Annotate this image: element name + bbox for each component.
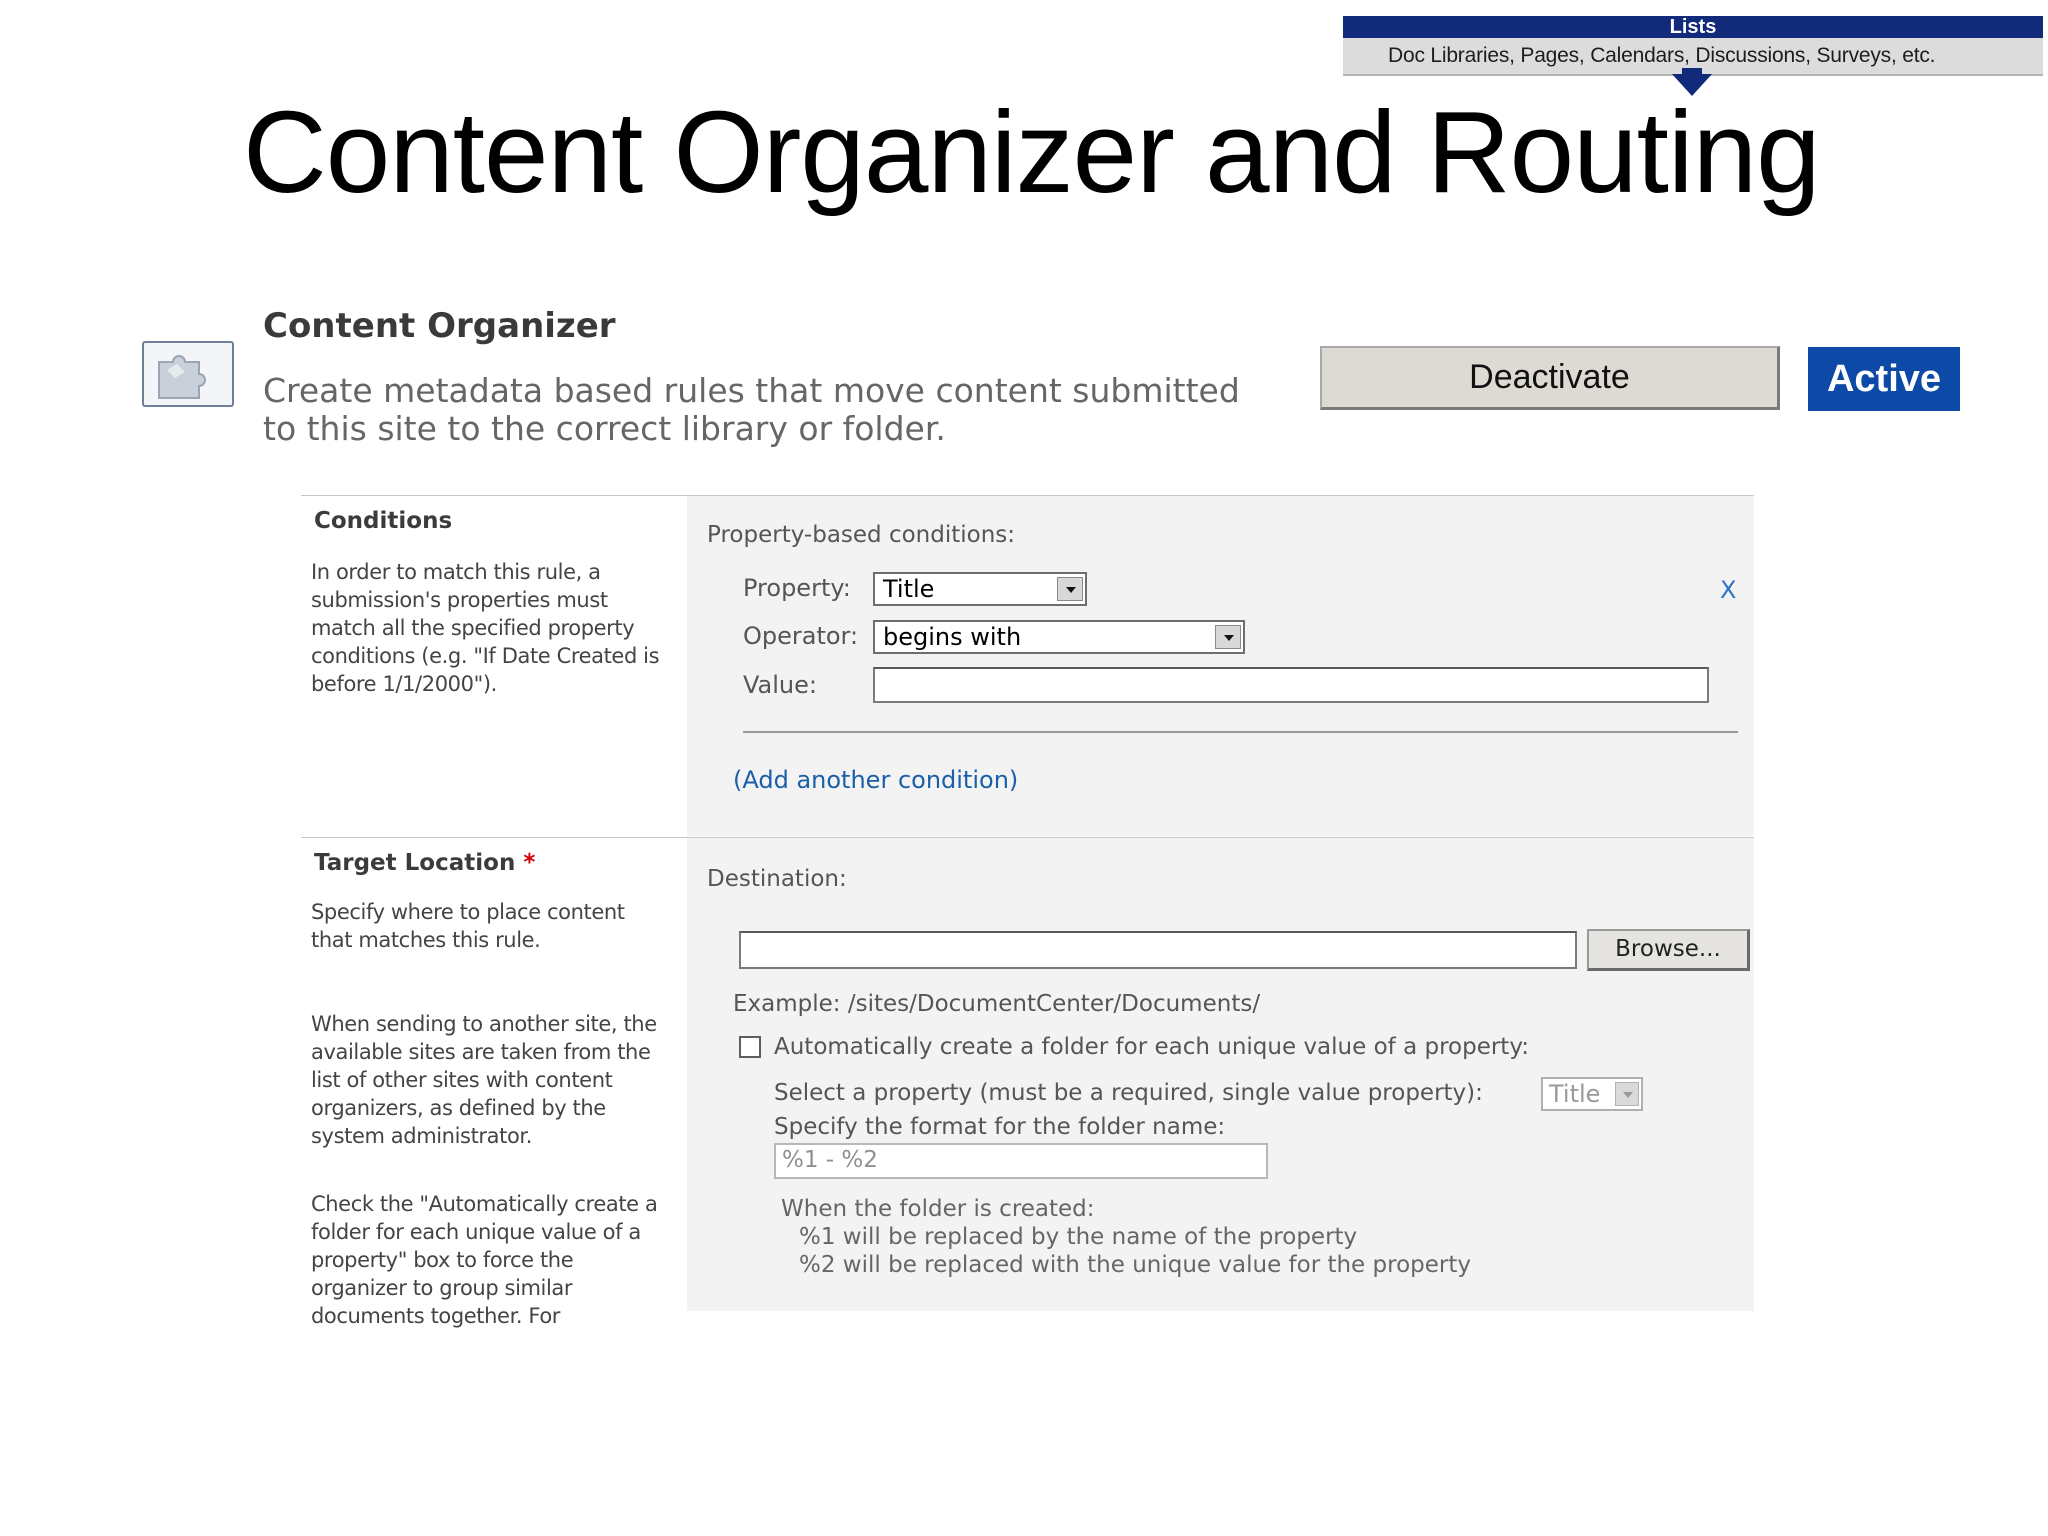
chevron-down-icon[interactable] [1215,625,1241,649]
select-property-label: Select a property (must be a required, single value property): [774,1080,1483,1106]
target-description-3: Check the "Automatically create a folder for each unique value of a property" box to force the organizer to group similar documents together. For [311,1192,658,1328]
puzzle-piece-icon [142,341,234,407]
destination-label: Destination: [707,866,847,892]
folder-property-select[interactable] [1541,1077,1643,1111]
target-description-1: Specify where to place content that matches this rule. [311,900,625,952]
chevron-down-icon[interactable] [1057,577,1083,601]
conditions-description: In order to match this rule, a submission's properties must match all the specified property conditions (e.g. "If Date Created is before 1/1/2000"). [311,560,660,696]
add-condition-link[interactable]: (Add another condition) [733,766,1019,794]
operator-select[interactable] [873,620,1245,654]
folder-format-label: Specify the format for the folder name: [774,1114,1226,1140]
required-marker: * [523,850,536,876]
operator-select-value: begins with [883,623,1022,651]
destination-example: Example: /sites/DocumentCenter/Documents/ [733,991,1261,1017]
lists-banner [1343,16,2043,74]
target-panel [687,838,1754,1311]
property-conditions-label: Property-based conditions: [707,522,1016,548]
condition-divider [743,731,1738,733]
deactivate-button[interactable]: Deactivate [1320,346,1780,410]
auto-folder-label: Automatically create a folder for each unique value of a property: [774,1034,1530,1060]
property-select[interactable] [873,572,1087,606]
value-input[interactable] [873,667,1709,703]
folder-property-value: Title [1549,1080,1601,1108]
conditions-heading: Conditions [314,508,453,534]
target-heading [314,850,535,876]
chevron-down-icon[interactable] [1615,1082,1639,1106]
slide-title: Content Organizer and Routing [243,87,1820,217]
folder-note-line-1: %1 will be replaced by the name of the property [799,1224,1358,1250]
property-label: Property: [743,574,851,602]
status-badge: Active [1808,347,1960,411]
lists-banner-heading: Lists [1343,16,2043,38]
browse-button[interactable]: Browse... [1587,929,1750,971]
conditions-panel [687,496,1754,836]
feature-description: Create metadata based rules that move content submitted to this site to the correct library or folder. [263,371,1240,448]
target-description-panel [301,838,687,1328]
feature-title: Content Organizer [263,306,616,346]
property-select-value: Title [883,575,935,603]
remove-condition-button[interactable]: X [1720,576,1737,604]
folder-note-heading: When the folder is created: [781,1196,1095,1222]
target-description-2: When sending to another site, the available sites are taken from the list of other sites with content organizers, as defined by the system administrator. [311,1012,657,1148]
folder-note-line-2: %2 will be replaced with the unique value for the property [799,1252,1471,1278]
conditions-description-panel [301,496,687,836]
rule-form [301,495,1754,1328]
auto-folder-checkbox[interactable] [739,1036,761,1058]
value-label: Value: [743,671,817,699]
target-heading-text: Target Location [314,850,516,876]
destination-input[interactable] [739,931,1577,969]
operator-label: Operator: [743,622,859,650]
folder-format-input[interactable]: %1 - %2 [774,1143,1268,1179]
lists-banner-items: Doc Libraries, Pages, Calendars, Discussions, Surveys, etc. [1343,38,2043,76]
